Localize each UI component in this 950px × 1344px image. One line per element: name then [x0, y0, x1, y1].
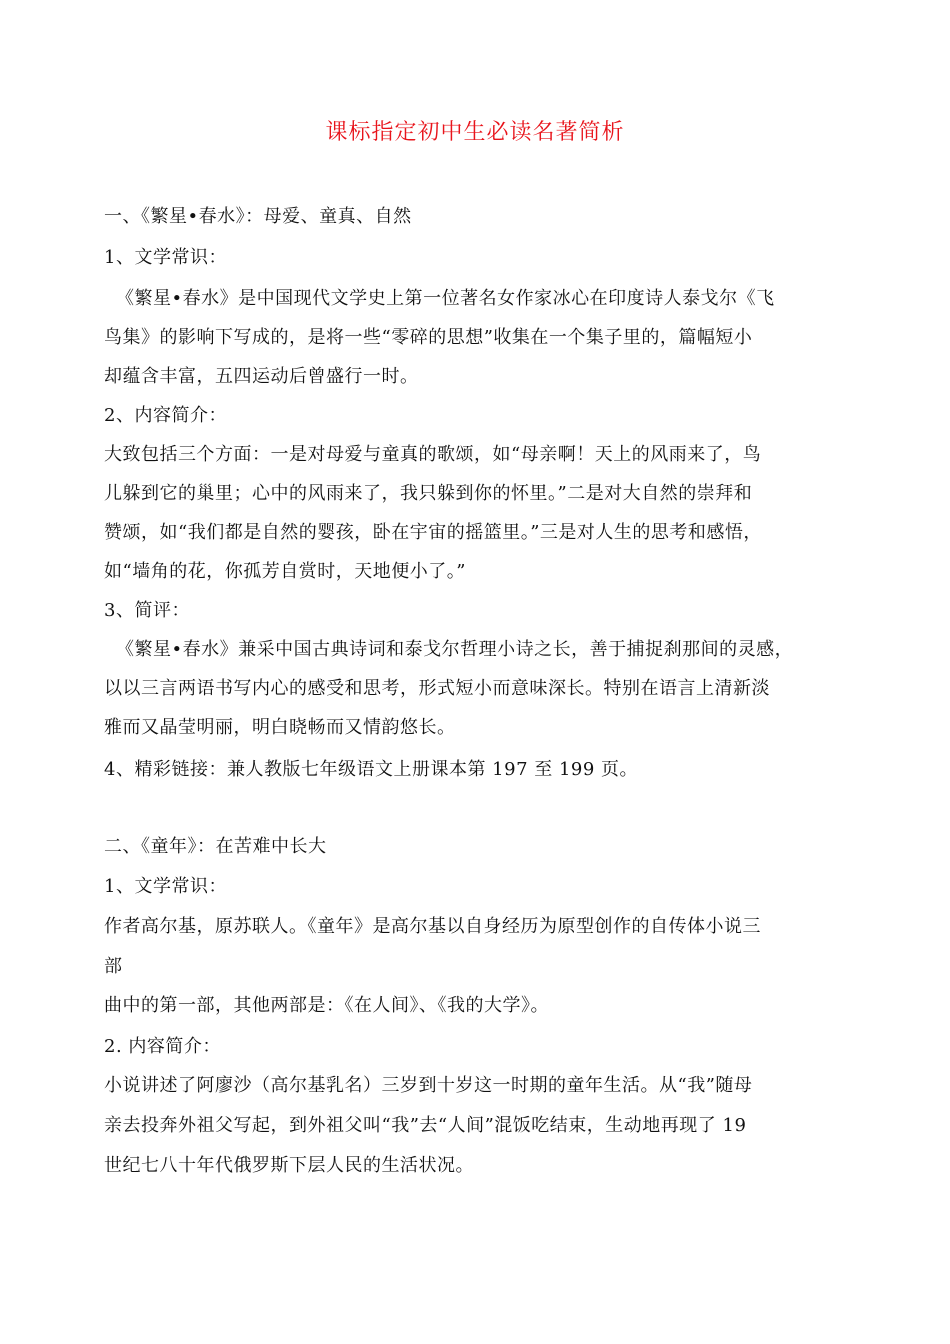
section-1-review-line: 以以三言两语书写内心的感受和思考，形式短小而意味深长。特别在语言上清新淡: [104, 678, 770, 699]
section-1-summary-line: 赞颂，如“我们都是自然的婴孩，卧在宇宙的摇篮里。”三是对人生的思考和感悟，: [104, 522, 762, 543]
section-2-summary-line: 小说讲述了阿廖沙（高尔基乳名）三岁到十岁这一时期的童年生活。从“我”随母: [104, 1075, 753, 1096]
section-1-summary-line: 儿躲到它的巢里；心中的风雨来了，我只躲到你的怀里。”二是对大自然的崇拜和: [104, 483, 753, 504]
section-2-summary-line: 世纪七八十年代俄罗斯下层人民的生活状况。: [104, 1155, 474, 1176]
section-1-knowledge-label: 1、文学常识：: [104, 247, 227, 268]
section-1-summary-label: 2、内容简介：: [104, 405, 227, 426]
section-2-knowledge-line: 曲中的第一部，其他两部是：《在人间》、《我的大学》。: [104, 995, 549, 1016]
section-2-knowledge-label: 1、文学常识：: [104, 876, 227, 897]
section-1-summary-line: 如“墙角的花，你孤芳自赏时，天地便小了。”: [104, 561, 466, 582]
section-2-knowledge-line: 部: [104, 956, 123, 977]
section-1-review-line: 雅而又晶莹明丽，明白晓畅而又情韵悠长。: [104, 717, 456, 738]
section-1-knowledge-line: 鸟集》的影响下写成的，是将一些“零碎的思想”收集在一个集子里的，篇幅短小: [104, 327, 753, 348]
section-2-summary-label: 2. 内容简介：: [104, 1036, 221, 1057]
section-1-review-line: 《繁星•春水》兼采中国古典诗词和泰戈尔哲理小诗之长，善于捕捉刹那间的灵感，: [116, 639, 794, 660]
section-1-link: 4、精彩链接：兼人教版七年级语文上册课本第 197 至 199 页。: [104, 759, 639, 780]
section-1-summary-line: 大致包括三个方面：一是对母爱与童真的歌颂，如“母亲啊！天上的风雨来了，鸟: [104, 444, 762, 465]
section-2-summary-line: 亲去投奔外祖父写起，到外祖父叫“我”去“人间”混饭吃结束，生动地再现了 19: [104, 1115, 747, 1136]
section-2-knowledge-line: 作者高尔基，原苏联人。《童年》是高尔基以自身经历为原型创作的自传体小说三: [104, 916, 761, 937]
section-1-heading: 一、《繁星•春水》：母爱、童真、自然: [104, 206, 412, 227]
section-2-heading: 二、《童年》：在苦难中长大: [104, 836, 327, 857]
section-1-knowledge-line: 却蕴含丰富，五四运动后曾盛行一时。: [104, 366, 419, 387]
document-title: 课标指定初中生必读名著简析: [325, 120, 625, 145]
section-1-knowledge-line: 《繁星•春水》是中国现代文学史上第一位著名女作家冰心在印度诗人泰戈尔《飞: [116, 288, 775, 309]
section-1-review-label: 3、简评：: [104, 600, 190, 621]
